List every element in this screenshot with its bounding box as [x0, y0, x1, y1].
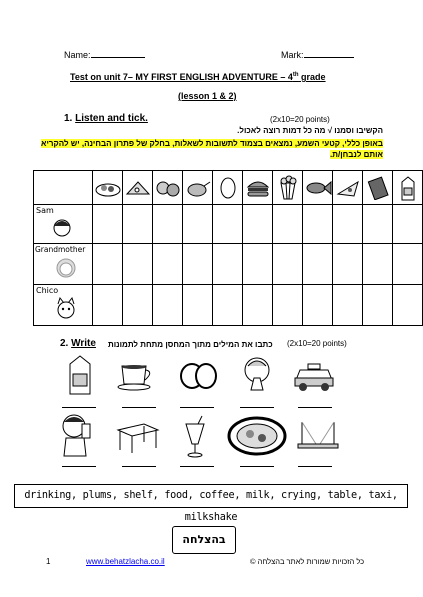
fish-icon [304, 178, 332, 198]
answer-line[interactable] [62, 407, 96, 408]
cat-face-icon [34, 296, 90, 320]
section1-instruction: הקשיבו וסמנו √ מה כל דמות רוצה לאכול. [237, 126, 383, 135]
tick-cell[interactable] [303, 205, 333, 244]
answer-line[interactable] [62, 466, 96, 467]
tick-cell[interactable] [243, 244, 273, 285]
tick-cell[interactable] [333, 244, 363, 285]
tick-cell[interactable] [153, 205, 183, 244]
egg-icon [214, 176, 242, 200]
plate-of-food-icon [94, 178, 122, 198]
answer-line[interactable] [298, 466, 332, 467]
answer-line[interactable] [240, 407, 274, 408]
page-number: 1 [46, 557, 51, 566]
food-plate-icon [226, 414, 288, 458]
tick-cell[interactable] [153, 285, 183, 326]
site-link[interactable]: www.behatzlacha.co.il [86, 557, 165, 566]
milk-carton-icon [394, 174, 422, 202]
boy-face-icon [34, 216, 90, 238]
tick-cell[interactable] [393, 205, 423, 244]
mark-field[interactable] [281, 49, 354, 60]
answer-line[interactable] [122, 466, 156, 467]
copyright-notice: כל הזכויות שמורות לאתר בהצלחה © [250, 557, 365, 566]
food-col [333, 171, 363, 205]
food-col [243, 171, 273, 205]
answer-line[interactable] [122, 407, 156, 408]
tick-cell[interactable] [273, 205, 303, 244]
name-field[interactable] [64, 49, 145, 60]
hamburger-icon [244, 177, 272, 199]
word-bank: drinking, plums, shelf, food, coffee, milk, crying, table, taxi, milkshake [14, 484, 408, 508]
tick-cell[interactable] [183, 244, 213, 285]
tick-cell[interactable] [213, 205, 243, 244]
food-col [363, 171, 393, 205]
tick-cell[interactable] [333, 205, 363, 244]
section2-heading: 2. Write [60, 338, 96, 349]
answer-line[interactable] [180, 407, 214, 408]
section2-instruction: כתבו את המילים מתוך המחסן מתחת לתמונות [108, 340, 273, 349]
food-col [303, 171, 333, 205]
tick-cell[interactable] [273, 285, 303, 326]
coffee-cup-icon [116, 360, 160, 392]
tick-cell[interactable] [93, 205, 123, 244]
person-name: Chico [36, 286, 59, 295]
name-label: Name: [64, 50, 91, 60]
tick-cell[interactable] [213, 244, 243, 285]
pizza-slice-icon [334, 178, 362, 198]
lesson-label: (lesson 1 & 2) [178, 91, 237, 101]
person-cell [34, 285, 93, 326]
tick-cell[interactable] [183, 205, 213, 244]
tick-cell[interactable] [123, 285, 153, 326]
shelf-icon [296, 420, 340, 456]
tick-cell[interactable] [393, 285, 423, 326]
milk-carton-icon [64, 354, 96, 396]
tick-cell[interactable] [363, 244, 393, 285]
tick-cell[interactable] [93, 285, 123, 326]
tick-cell[interactable] [153, 244, 183, 285]
cheese-icon [124, 178, 152, 198]
food-col [93, 171, 123, 205]
tick-cell[interactable] [93, 244, 123, 285]
food-col [153, 171, 183, 205]
tick-cell[interactable] [243, 205, 273, 244]
cookies-icon [154, 178, 182, 198]
mark-label: Mark: [281, 50, 304, 60]
roast-chicken-icon [184, 178, 212, 198]
table-row [34, 205, 423, 244]
section1-heading: 1. Listen and tick. [64, 113, 148, 124]
food-col [123, 171, 153, 205]
food-col [213, 171, 243, 205]
section2-points: (2x10=20 points) [287, 339, 347, 348]
tick-cell[interactable] [303, 285, 333, 326]
tick-cell[interactable] [363, 285, 393, 326]
taxi-icon [292, 358, 336, 392]
tick-cell[interactable] [243, 285, 273, 326]
site-logo: בהצלחה [172, 526, 236, 554]
test-title: Test on unit 7– MY FIRST ENGLISH ADVENTURE – 4th grade [70, 72, 326, 82]
answer-line[interactable] [240, 466, 274, 467]
tick-cell[interactable] [363, 205, 393, 244]
table-icon [114, 420, 160, 454]
listen-tick-table [33, 170, 423, 326]
popcorn-icon [274, 175, 302, 201]
section1-note: באופן כללי, קטעי השמע, נמצאים בצמוד לתשובות לשאלות, בחלק של פתרון הבחינה, יש להקריא אותם לנבחן/ת. [41, 139, 383, 159]
table-row [34, 285, 423, 326]
person-name: Grandmother [35, 245, 86, 254]
tick-cell[interactable] [183, 285, 213, 326]
food-col [183, 171, 213, 205]
tick-cell[interactable] [273, 244, 303, 285]
food-col [393, 171, 423, 205]
plums-icon [178, 358, 218, 392]
drinking-boy-icon [58, 412, 98, 458]
person-cell [34, 244, 93, 285]
tick-cell[interactable] [333, 285, 363, 326]
food-col [273, 171, 303, 205]
answer-line[interactable] [298, 407, 332, 408]
milkshake-icon [180, 414, 210, 458]
grandmother-face-icon [34, 255, 90, 279]
tick-cell[interactable] [303, 244, 333, 285]
tick-cell[interactable] [123, 244, 153, 285]
crying-boy-icon [238, 354, 276, 396]
tick-cell[interactable] [393, 244, 423, 285]
tick-cell[interactable] [213, 285, 243, 326]
tick-cell[interactable] [123, 205, 153, 244]
table-corner [34, 171, 93, 205]
person-name: Sam [36, 206, 54, 215]
chocolate-bar-icon [364, 176, 392, 200]
answer-line[interactable] [180, 466, 214, 467]
section1-points: (2x10=20 points) [270, 115, 330, 124]
person-cell [34, 205, 93, 244]
table-row [34, 244, 423, 285]
